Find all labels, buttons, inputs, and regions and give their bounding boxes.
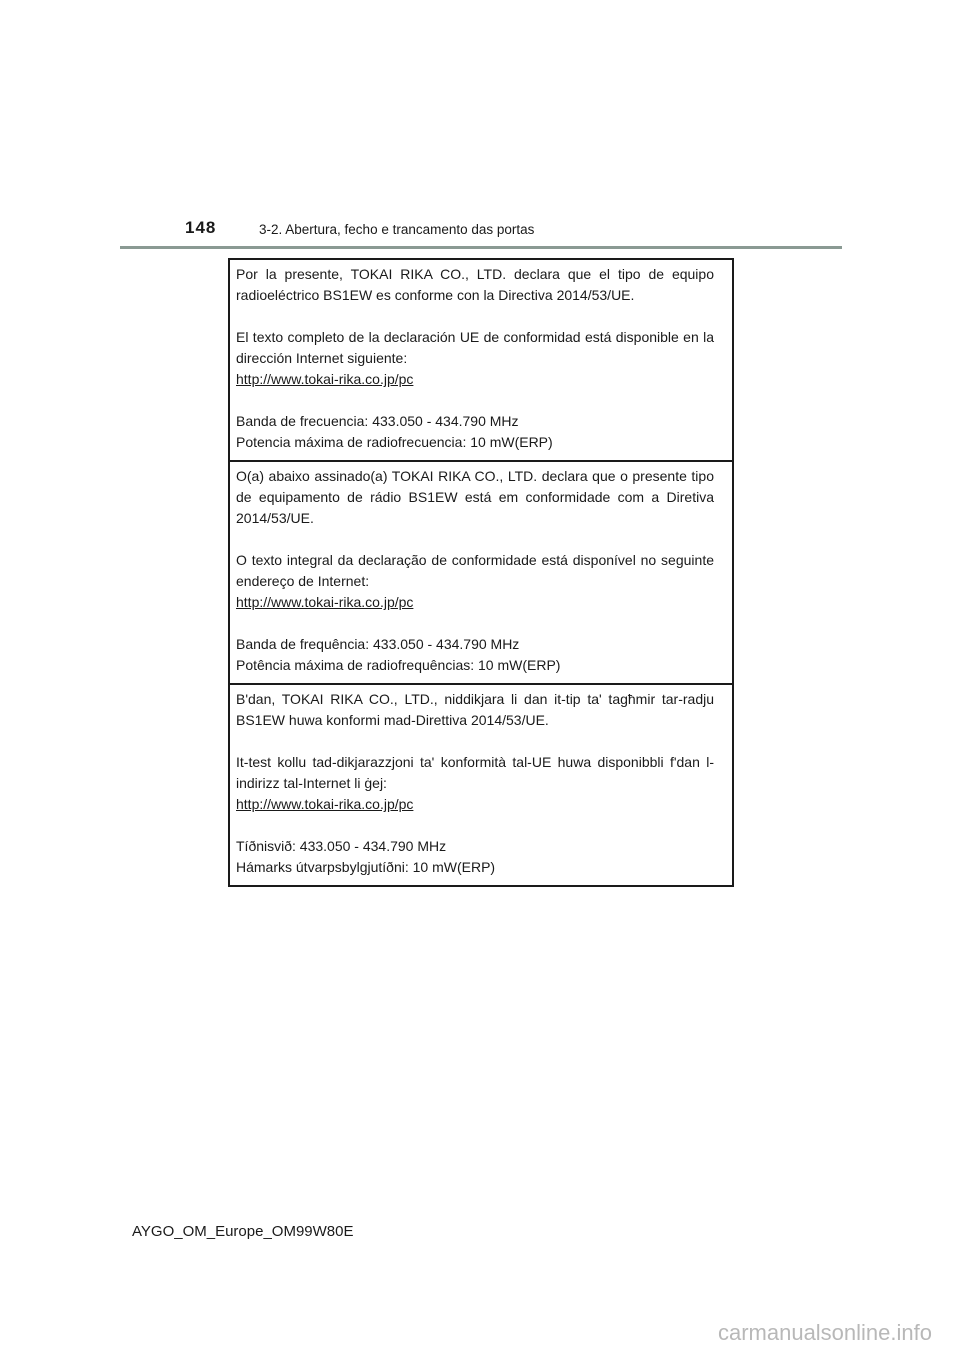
paragraph-spacer — [236, 815, 714, 836]
paragraph-spacer — [236, 731, 714, 752]
frequency-band-text: Banda de frequência: 433.050 - 434.790 MHz — [236, 636, 520, 652]
paragraph-spacer — [236, 529, 714, 550]
compliance-notice-box — [228, 258, 734, 887]
availability-text: El texto completo de la declaración UE de conformidad está disponible en la dirección Internet siguiente: — [236, 329, 714, 366]
notice-section-portuguese — [230, 460, 732, 683]
declaration-text: Por la presente, TOKAI RIKA CO., LTD. declara que el tipo de equipo radioeléctrico BS1EW es conforme con la Directiva 2014/53/UE. — [236, 266, 714, 303]
availability-text: It-test kollu tad-dikjarazzjoni ta' konformità tal-UE huwa disponibbli f'dan l-indirizz tal-Internet li ġej: — [236, 754, 714, 791]
frequency-band-text: Tíðnisvið: 433.050 - 434.790 MHz — [236, 838, 447, 854]
frequency-band-text: Banda de frecuencia: 433.050 - 434.790 MHz — [236, 413, 519, 429]
paragraph-spacer — [236, 613, 714, 634]
declaration-link[interactable]: http://www.tokai-rika.co.jp/pc — [236, 371, 414, 387]
declaration-link[interactable]: http://www.tokai-rika.co.jp/pc — [236, 796, 414, 812]
section-title: 3-2. Abertura, fecho e trancamento das portas — [259, 222, 535, 237]
notice-section-maltese-icelandic — [230, 683, 732, 885]
document-id: AYGO_OM_Europe_OM99W80E — [132, 1223, 354, 1240]
page-header — [120, 214, 842, 249]
declaration-text: B'dan, TOKAI RIKA CO., LTD., niddikjara li dan it-tip ta' tagħmir tar-radju BS1EW huwa konformi mad-Direttiva 2014/53/UE. — [236, 691, 714, 728]
declaration-text: O(a) abaixo assinado(a) TOKAI RIKA CO., LTD. declara que o presente tipo de equipamento de rádio BS1EW está em conformidade com a Diretiva 2014/53/UE. — [236, 468, 714, 526]
max-power-text: Potencia máxima de radiofrecuencia: 10 mW(ERP) — [236, 434, 553, 450]
availability-text: O texto integral da declaração de conformidade está disponível no seguinte endereço de Internet: — [236, 552, 714, 589]
declaration-link[interactable]: http://www.tokai-rika.co.jp/pc — [236, 594, 414, 610]
max-power-text: Hámarks útvarpsbylgjutíðni: 10 mW(ERP) — [236, 859, 496, 875]
notice-section-spanish — [230, 260, 732, 460]
paragraph-spacer — [236, 390, 714, 411]
paragraph-spacer — [236, 306, 714, 327]
page-number: 148 — [185, 218, 217, 237]
max-power-text: Potência máxima de radiofrequências: 10 mW(ERP) — [236, 657, 561, 673]
watermark-text: carmanualsonline.info — [717, 1320, 932, 1345]
